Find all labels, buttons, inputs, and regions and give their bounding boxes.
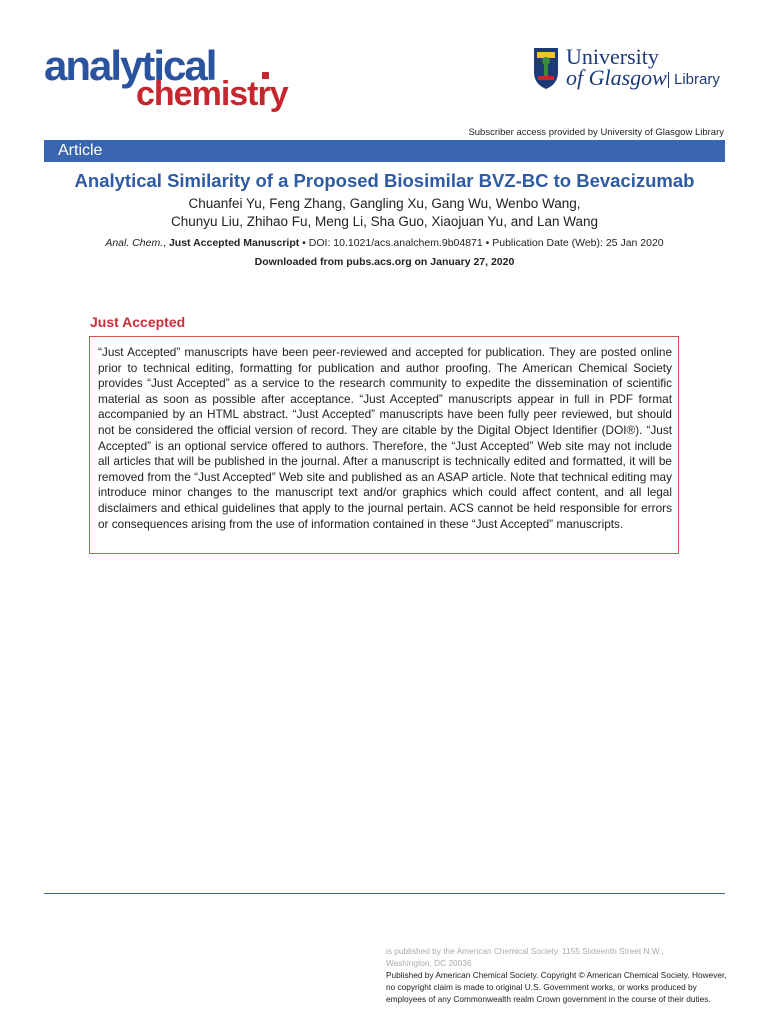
footer-divider — [44, 893, 725, 894]
author-line-2: Chunyu Liu, Zhihao Fu, Meng Li, Sha Guo, Xiaojuan Yu, and Lan Wang — [170, 214, 599, 229]
just-accepted-heading: Just Accepted — [90, 314, 186, 330]
publisher-address-line1: is published by the American Chemical Society. 1155 Sixteenth Street N.W., — [386, 946, 664, 956]
university-name-line1: University — [566, 44, 659, 69]
university-name-line2: of Glasgow — [566, 65, 667, 90]
section-label: Article — [58, 142, 103, 159]
university-logo — [532, 46, 732, 94]
journal-logo-line2: chemistry — [136, 75, 288, 113]
journal-logo — [44, 44, 364, 114]
download-note: Downloaded from pubs.acs.org on January 27, 2020 — [254, 256, 515, 268]
manuscript-status: Just Accepted Manuscript — [168, 237, 300, 249]
publisher-footer — [386, 945, 731, 1005]
just-accepted-text: “Just Accepted” manuscripts have been peer-reviewed and accepted for publication. They are posted online prior to technical editing, formatting for publication and author proofing. The American Chemical Society provides “Just Accepted” as a service to the research community to expedite the dissemination of scientific material as soon as possible after acceptance. “Just Accepted” manuscripts appear in full in PDF format accompanied by an HTML abstract. “Just Accepted” manuscripts have been fully peer reviewed, but should not be considered the official version of record. They are citable by the Digital Object Identifier (DOI®). “Just Accepted” is an optional service offered to authors. Therefore, the “Just Accepted” Web site may not include all articles that will be published in the journal. After a manuscript is technically edited and formatted, it will be removed from the “Just Accepted” Web site and published as an ASAP article. Note that technical editing may introduce minor changes to the manuscript text and/or graphics which could affect content, and all legal disclaimers and ethical guidelines that apply to the journal pertain. ACS cannot be held responsible for errors or consequences arising from the use of information contained in these “Just Accepted” manuscripts. — [98, 345, 672, 531]
university-crest-icon — [532, 46, 560, 90]
author-line-1: Chuanfei Yu, Feng Zhang, Gangling Xu, Gang Wu, Wenbo Wang, — [188, 196, 581, 211]
section-bar — [44, 140, 725, 162]
university-logo-divider — [668, 72, 669, 88]
subscriber-note: Subscriber access provided by University of Glasgow Library — [468, 127, 724, 138]
journal-abbrev: Anal. Chem. — [105, 237, 164, 249]
copyright-notice: Published by American Chemical Society. Copyright © American Chemical Society. However, no copyright claim is made to original U.S. Government works, or works produced by employees of any Commonwealth realm Crown government in the course of their duties. — [386, 970, 727, 1004]
publisher-address-line2: Washington, DC 20036 — [386, 958, 472, 968]
citation-line — [44, 236, 725, 250]
author-list — [44, 195, 725, 231]
journal-logo-line1: analytical — [44, 42, 216, 89]
just-accepted-box — [89, 336, 679, 554]
citation-comma: , — [163, 237, 169, 249]
doi-and-date: • DOI: 10.1021/acs.analchem.9b04871 • Publication Date (Web): 25 Jan 2020 — [299, 237, 664, 249]
university-library-label: Library — [674, 71, 720, 88]
article-title: Analytical Similarity of a Proposed Biosimilar BVZ-BC to Bevacizumab — [74, 170, 695, 191]
